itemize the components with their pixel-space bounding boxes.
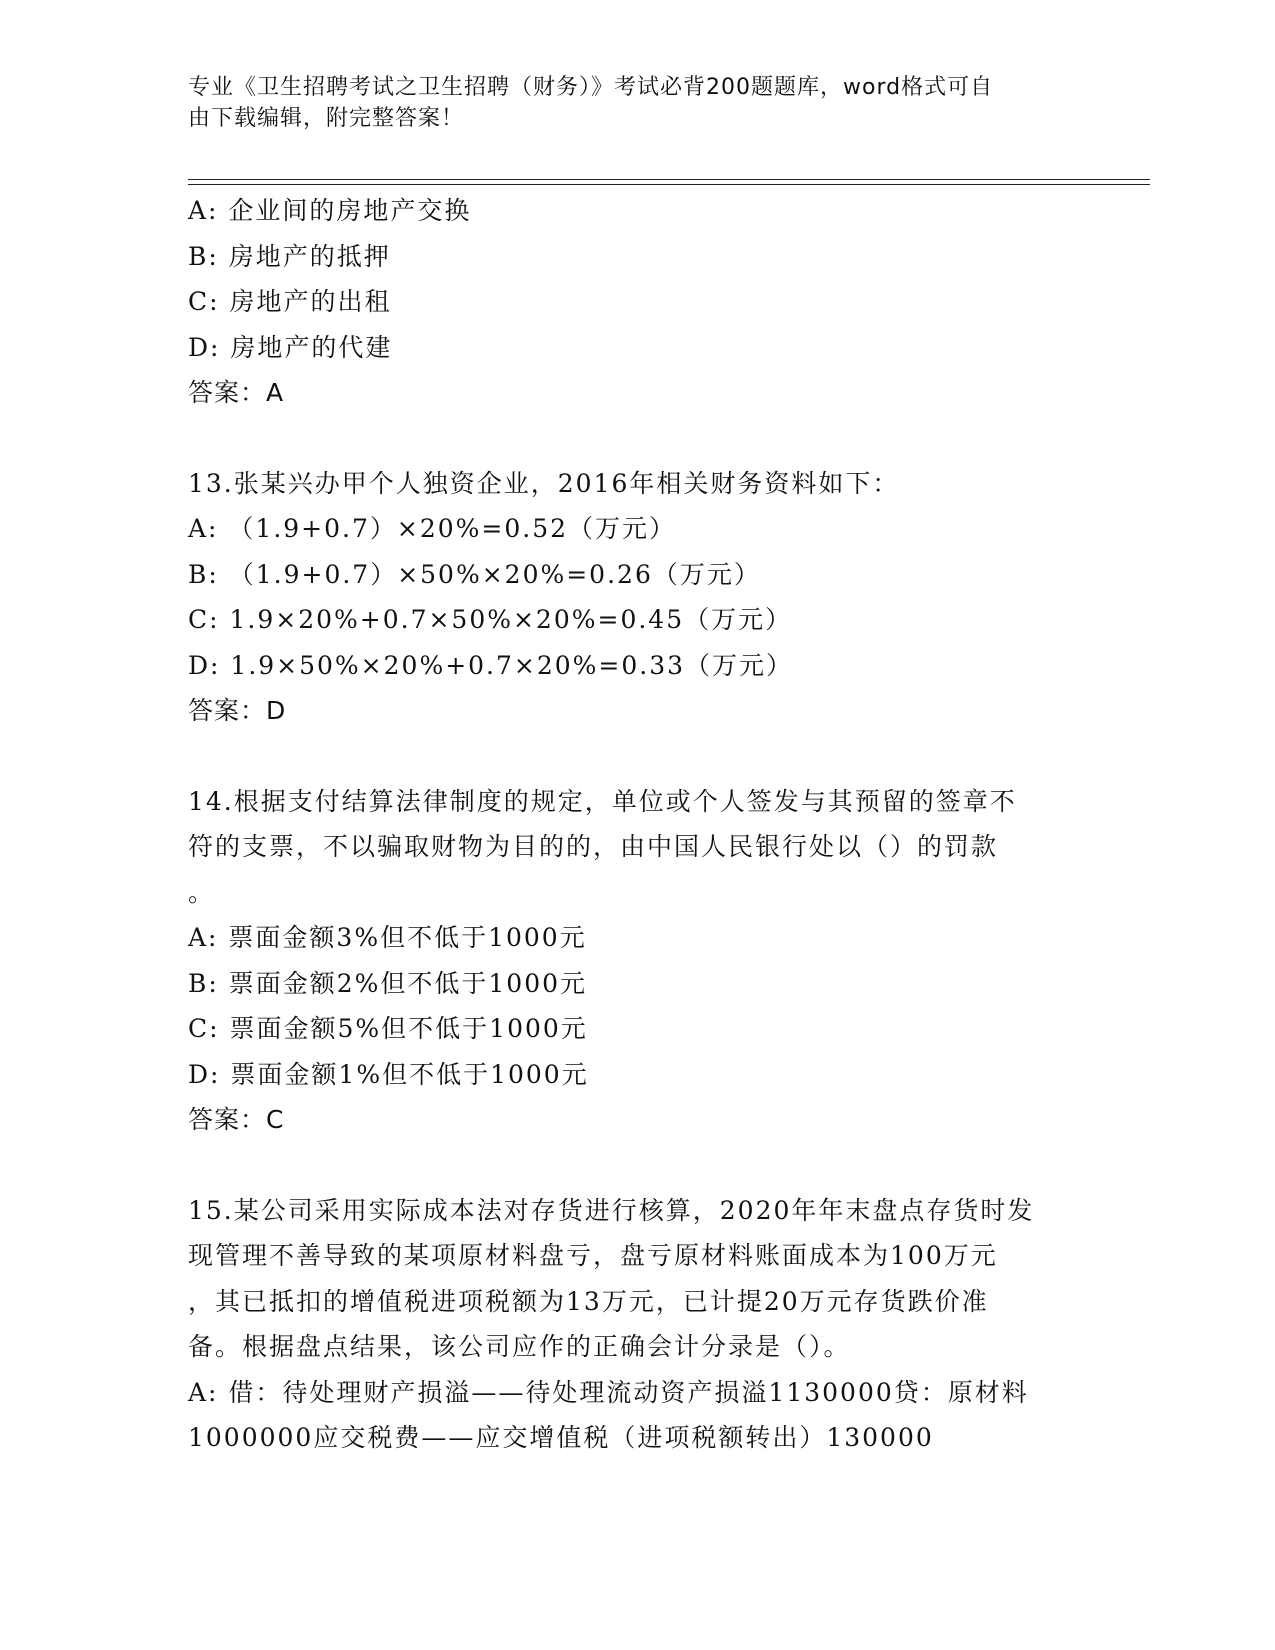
spacer	[188, 1143, 1088, 1188]
header-line-2: 由下载编辑，附完整答案！	[188, 106, 465, 131]
question-14-stem-line-2: 符的支票，不以骗取财物为目的的，由中国人民银行处以（）的罚款	[188, 832, 999, 861]
option-a: A: （1.9+0.7）×20%=0.52（万元）	[188, 514, 677, 543]
question-12-options	[188, 188, 1088, 370]
option-a: A: 票面金额3%但不低于1000元	[188, 923, 587, 952]
question-13-stem: 13.张某兴办甲个人独资企业，2016年相关财务资料如下：	[188, 468, 900, 498]
question-15-stem-line-4: 备。根据盘点结果，该公司应作的正确会计分录是（）。	[188, 1332, 851, 1361]
option-c: C: 票面金额5%但不低于1000元	[188, 1014, 588, 1043]
question-15-stem-line-2: 现管理不善导致的某项原材料盘亏，盘亏原材料账面成本为100万元	[188, 1241, 998, 1270]
question-content	[188, 188, 1088, 1461]
option-c: C: 1.9×20%+0.7×50%×20%=0.45（万元）	[188, 605, 793, 634]
option-d: D: 房地产的代建	[188, 332, 393, 362]
spacer	[188, 734, 1088, 779]
option-d: D: 票面金额1%但不低于1000元	[188, 1059, 589, 1089]
header-line-1: 专业《卫生招聘考试之卫生招聘（财务）》考试必背200题题库，word格式可自	[188, 75, 994, 100]
option-b: B: 票面金额2%但不低于1000元	[188, 968, 588, 998]
question-14-stem-line-1: 14.根据支付结算法律制度的规定，单位或个人签发与其预留的签章不	[188, 786, 1017, 816]
option-b: B: 房地产的抵押	[188, 241, 391, 271]
answer-14: 答案：C	[188, 1105, 285, 1134]
option-a-line-1: A: 借：待处理财产损溢——待处理流动资产损溢1130000贷：原材料	[188, 1377, 1029, 1407]
option-a: A: 企业间的房地产交换	[188, 196, 472, 225]
answer-12: 答案：A	[188, 378, 285, 407]
header-divider-thin	[188, 179, 1150, 180]
question-15-stem-line-1: 15.某公司采用实际成本法对存货进行核算，2020年年末盘点存货时发	[188, 1195, 1035, 1225]
document-header	[188, 72, 1068, 134]
spacer	[188, 416, 1088, 461]
header-divider-thick	[188, 184, 1150, 185]
option-b: B: （1.9+0.7）×50%×20%=0.26（万元）	[188, 559, 761, 589]
answer-13: 答案：D	[188, 696, 287, 725]
option-c: C: 房地产的出租	[188, 287, 392, 316]
option-d: D: 1.9×50%×20%+0.7×20%=0.33（万元）	[188, 650, 794, 680]
question-15-stem-line-3: ，其已抵扣的增值税进项税额为13万元，已计提20万元存货跌价准	[188, 1286, 989, 1316]
question-14-stem-line-3: 。	[188, 877, 216, 907]
option-a-line-2: 1000000应交税费——应交增值税（进项税额转出）130000	[188, 1423, 934, 1452]
